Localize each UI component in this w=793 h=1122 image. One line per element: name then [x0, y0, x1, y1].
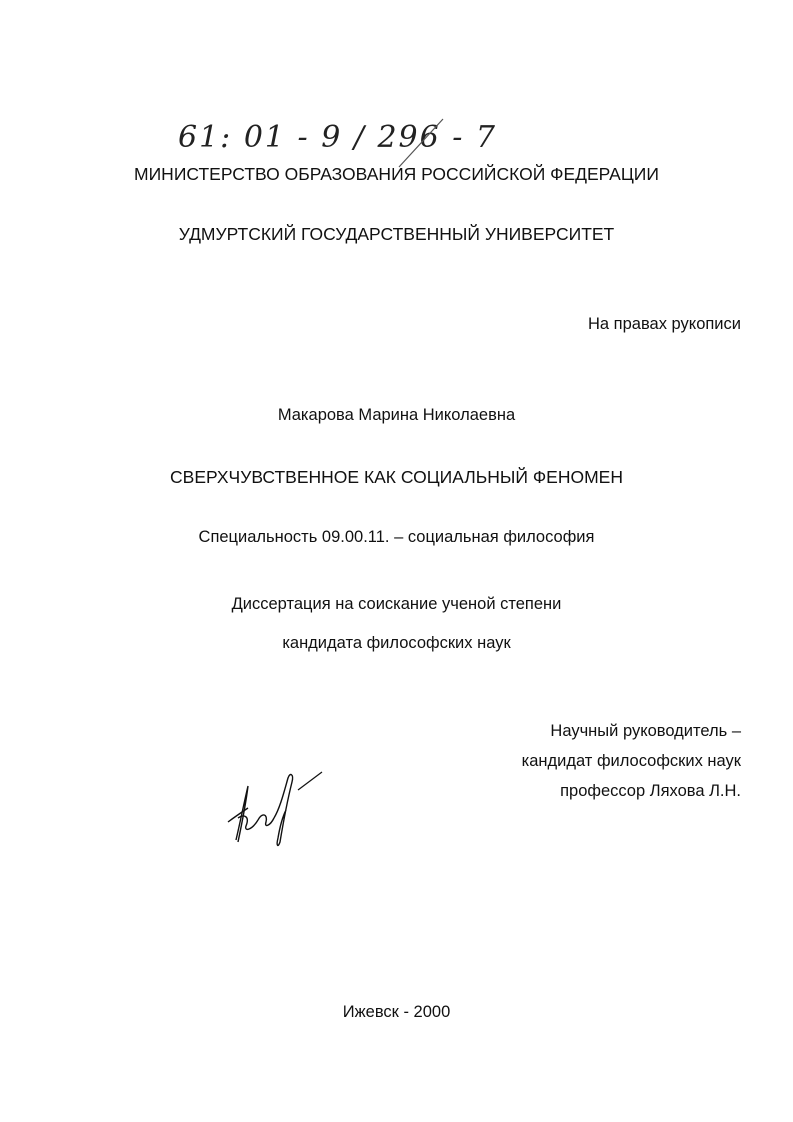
supervisor-degree: кандидат философских наук [521, 752, 741, 770]
ministry-heading: МИНИСТЕРСТВО ОБРАЗОВАНИЯ РОССИЙСКОЙ ФЕДЕРАЦИИ [134, 164, 659, 184]
degree-line-2: кандидата философских наук [282, 634, 511, 652]
supervisor-label: Научный руководитель – [550, 722, 741, 740]
manuscript-rights-note: На правах рукописи [588, 315, 741, 333]
dissertation-title: СВЕРХЧУВСТВЕННОЕ КАК СОЦИАЛЬНЫЙ ФЕНОМЕН [170, 467, 623, 487]
degree-line-1: Диссертация на соискание ученой степени [231, 595, 562, 613]
supervisor-name: профессор Ляхова Л.Н. [560, 782, 741, 800]
place-and-year: Ижевск - 2000 [342, 1003, 451, 1021]
university-heading: УДМУРТСКИЙ ГОСУДАРСТВЕННЫЙ УНИВЕРСИТЕТ [178, 224, 615, 244]
signature-icon [222, 768, 332, 858]
handwritten-archive-code: 61: 01 - 9 / 296 - 7 [178, 120, 498, 155]
specialty-line: Специальность 09.00.11. – социальная философия [198, 528, 595, 546]
author-name: Макарова Марина Николаевна [277, 406, 516, 424]
